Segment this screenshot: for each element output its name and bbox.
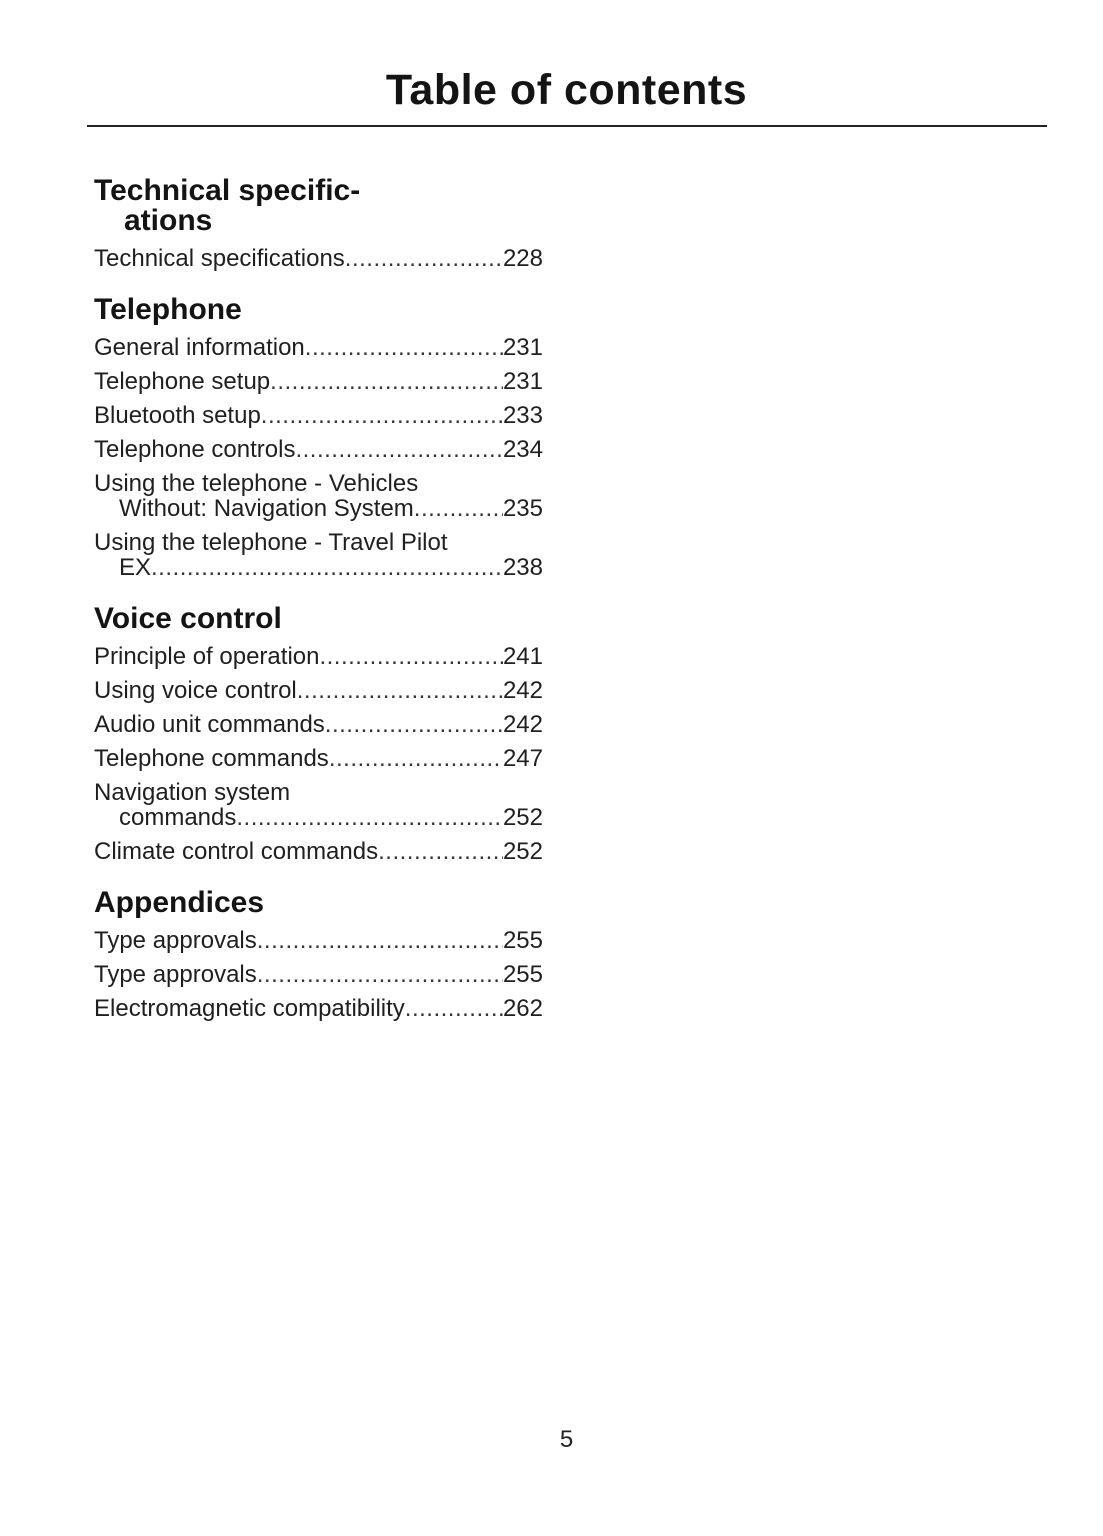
table-of-contents xyxy=(94,176,543,1045)
toc-entry[interactable] xyxy=(94,530,543,580)
toc-entry-page: 262 xyxy=(502,995,543,1022)
toc-entry-line xyxy=(94,644,543,669)
toc-entry[interactable] xyxy=(94,712,543,737)
dot-leader xyxy=(345,246,503,271)
section-heading xyxy=(94,604,543,634)
toc-entry-title: Using voice control xyxy=(94,677,297,704)
section-heading xyxy=(94,176,543,236)
dot-leader xyxy=(319,644,502,669)
page-title: Table of contents xyxy=(385,66,748,114)
dot-leader xyxy=(261,403,503,428)
toc-section xyxy=(94,604,543,864)
dot-leader xyxy=(325,712,503,737)
toc-entry[interactable] xyxy=(94,746,543,771)
toc-entry[interactable] xyxy=(94,335,543,360)
toc-entry-page: 241 xyxy=(502,643,543,670)
toc-entry-page: 234 xyxy=(502,436,543,463)
title-divider xyxy=(87,125,1047,127)
toc-entry-title: Using the telephone - Vehicles xyxy=(94,470,419,497)
toc-entry-line xyxy=(94,246,543,271)
dot-leader xyxy=(270,369,503,394)
section-heading xyxy=(94,888,543,918)
dot-leader xyxy=(257,962,503,987)
toc-entry-title: Telephone commands xyxy=(94,745,329,772)
toc-entry-title: Type approvals xyxy=(94,927,257,954)
toc-entry-line xyxy=(94,928,543,953)
toc-entry-line xyxy=(94,780,543,805)
toc-entry-line xyxy=(94,335,543,360)
toc-entry[interactable] xyxy=(94,437,543,462)
toc-entry-title: Principle of operation xyxy=(94,643,320,670)
toc-entry-title: Navigation system xyxy=(94,779,291,806)
toc-entry[interactable] xyxy=(94,962,543,987)
toc-entry-page: 242 xyxy=(502,677,543,704)
toc-entry-line xyxy=(94,678,543,703)
toc-entry-title: Telephone setup xyxy=(94,368,271,395)
toc-entry-line xyxy=(94,555,543,580)
toc-entry-page: 252 xyxy=(502,838,543,865)
toc-entry[interactable] xyxy=(94,403,543,428)
toc-entry-title: Without: Navigation System xyxy=(119,495,414,522)
toc-entry-line xyxy=(94,530,543,555)
dot-leader xyxy=(151,555,503,580)
toc-entry-page: 238 xyxy=(502,554,543,581)
toc-entry[interactable] xyxy=(94,678,543,703)
dot-leader xyxy=(378,839,503,864)
toc-entry-title: Type approvals xyxy=(94,961,257,988)
dot-leader xyxy=(236,805,503,830)
toc-entry[interactable] xyxy=(94,928,543,953)
toc-entry-line xyxy=(94,471,543,496)
toc-section xyxy=(94,888,543,1021)
toc-entry-page: 233 xyxy=(502,402,543,429)
toc-entry[interactable] xyxy=(94,780,543,830)
section-heading-text: Technical specific- xyxy=(94,174,361,207)
toc-entry-line xyxy=(94,712,543,737)
dot-leader xyxy=(405,996,503,1021)
toc-section xyxy=(94,176,543,271)
dot-leader xyxy=(305,335,503,360)
toc-entry[interactable] xyxy=(94,839,543,864)
dot-leader xyxy=(414,496,503,521)
toc-entry-title: General information xyxy=(94,334,305,361)
dot-leader xyxy=(257,928,503,953)
toc-section xyxy=(94,295,543,580)
toc-entry-page: 247 xyxy=(502,745,543,772)
dot-leader xyxy=(295,437,502,462)
toc-entry-page: 231 xyxy=(502,334,543,361)
toc-entry[interactable] xyxy=(94,644,543,669)
toc-entry[interactable] xyxy=(94,369,543,394)
toc-entry-page: 252 xyxy=(502,804,543,831)
toc-entry-line xyxy=(94,805,543,830)
section-heading xyxy=(94,295,543,325)
toc-entry-line xyxy=(94,403,543,428)
toc-entry-title: Climate control commands xyxy=(94,838,379,865)
section-heading-text: Appendices xyxy=(94,886,265,919)
toc-entry-title: Bluetooth setup xyxy=(94,402,261,429)
toc-entry-line xyxy=(94,496,543,521)
toc-entry-page: 228 xyxy=(502,245,543,272)
toc-entry-title: Electromagnetic compatibility xyxy=(94,995,405,1022)
toc-entry-title: Telephone controls xyxy=(94,436,296,463)
toc-entry-line xyxy=(94,437,543,462)
toc-entry-page: 242 xyxy=(502,711,543,738)
section-heading-text: Telephone xyxy=(94,293,242,326)
toc-entry-line xyxy=(94,839,543,864)
toc-entry-page: 231 xyxy=(502,368,543,395)
toc-entry-title: Audio unit commands xyxy=(94,711,325,738)
toc-entry-line xyxy=(94,746,543,771)
dot-leader xyxy=(329,746,503,771)
dot-leader xyxy=(297,678,503,703)
toc-entry-title: Technical specifications xyxy=(94,245,345,272)
section-heading-text: ations xyxy=(124,204,213,237)
toc-entry[interactable] xyxy=(94,996,543,1021)
toc-entry-page: 255 xyxy=(502,927,543,954)
toc-entry-page: 235 xyxy=(502,495,543,522)
toc-entry-line xyxy=(94,996,543,1021)
toc-entry-title: EX xyxy=(119,554,152,581)
toc-entry-line xyxy=(94,369,543,394)
toc-entry[interactable] xyxy=(94,246,543,271)
toc-entry[interactable] xyxy=(94,471,543,521)
toc-entry-title: Using the telephone - Travel Pilot xyxy=(94,529,448,556)
toc-entry-title: commands xyxy=(119,804,237,831)
page-number: 5 xyxy=(559,1426,574,1453)
toc-entry-line xyxy=(94,962,543,987)
section-heading-text: Voice control xyxy=(94,602,282,635)
toc-entry-page: 255 xyxy=(502,961,543,988)
